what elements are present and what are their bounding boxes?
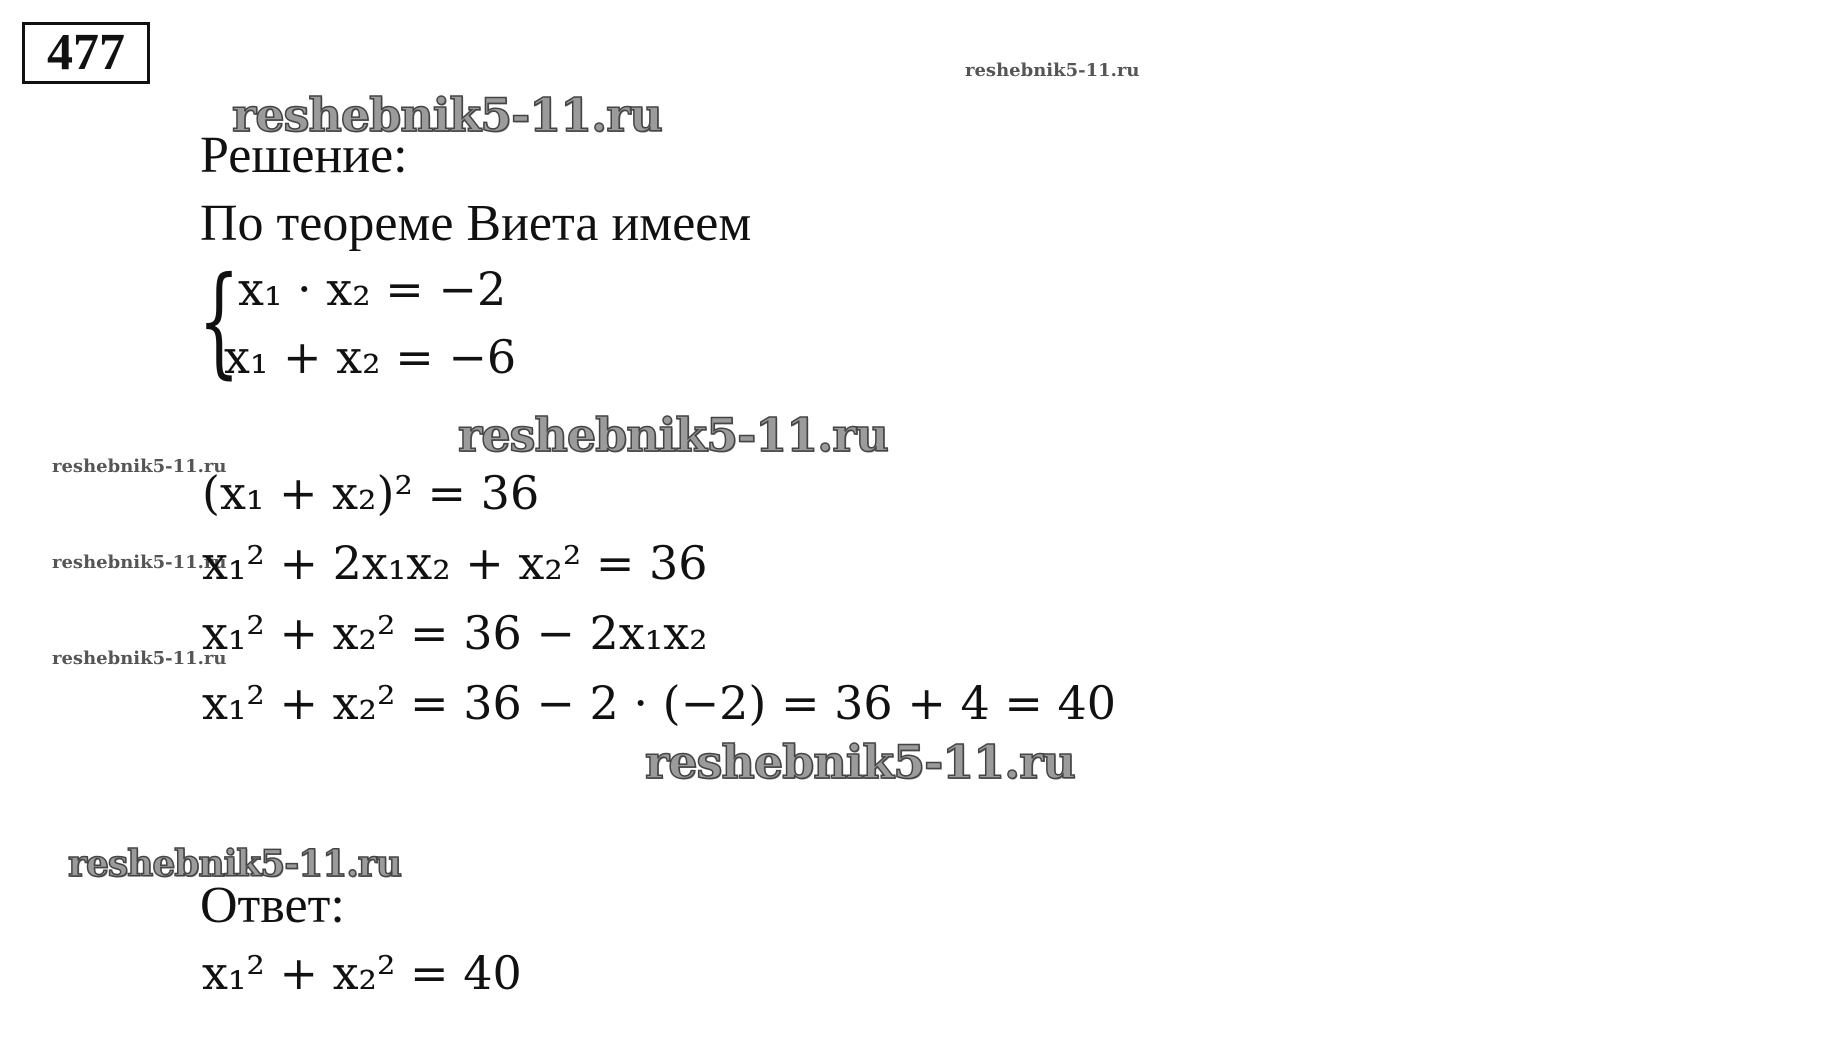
system-eq1-right: = −2 (385, 262, 507, 316)
system-eq2 (224, 330, 517, 384)
watermark-left-1: reshebnik5-11.ru (52, 456, 227, 477)
watermark-2: reshebnik5-11.ru (458, 408, 888, 462)
problem-number: 477 (22, 22, 150, 84)
system-eq1-left: x₁ · x₂ (238, 262, 371, 316)
answer-label: Ответ: (200, 877, 345, 934)
step-3: x₁² + x₂² = 36 − 2x₁x₂ (202, 606, 708, 660)
watermark-1: reshebnik5-11.ru (232, 88, 662, 142)
watermark-4: reshebnik5-11.ru (68, 843, 401, 885)
system-eq2-right: = −6 (395, 330, 517, 384)
watermark-left-2: reshebnik5-11.ru (52, 552, 227, 573)
step-4: x₁² + x₂² = 36 − 2 · (−2) = 36 + 4 = 40 (202, 676, 1117, 730)
step-2: x₁² + 2x₁x₂ + x₂² = 36 (202, 536, 708, 590)
watermark-3: reshebnik5-11.ru (645, 735, 1075, 789)
system-eq2-left: x₁ + x₂ (224, 330, 381, 384)
step-1: (x₁ + x₂)² = 36 (202, 466, 540, 520)
solution-heading: Решение: (200, 127, 408, 184)
system-eq1 (238, 262, 507, 316)
watermark-top-right: reshebnik5-11.ru (965, 60, 1140, 81)
watermark-left-3: reshebnik5-11.ru (52, 648, 227, 669)
answer-formula: x₁² + x₂² = 40 (202, 946, 522, 1000)
system-brace: { (198, 252, 240, 391)
intro-text: По теореме Виета имеем (200, 195, 752, 252)
